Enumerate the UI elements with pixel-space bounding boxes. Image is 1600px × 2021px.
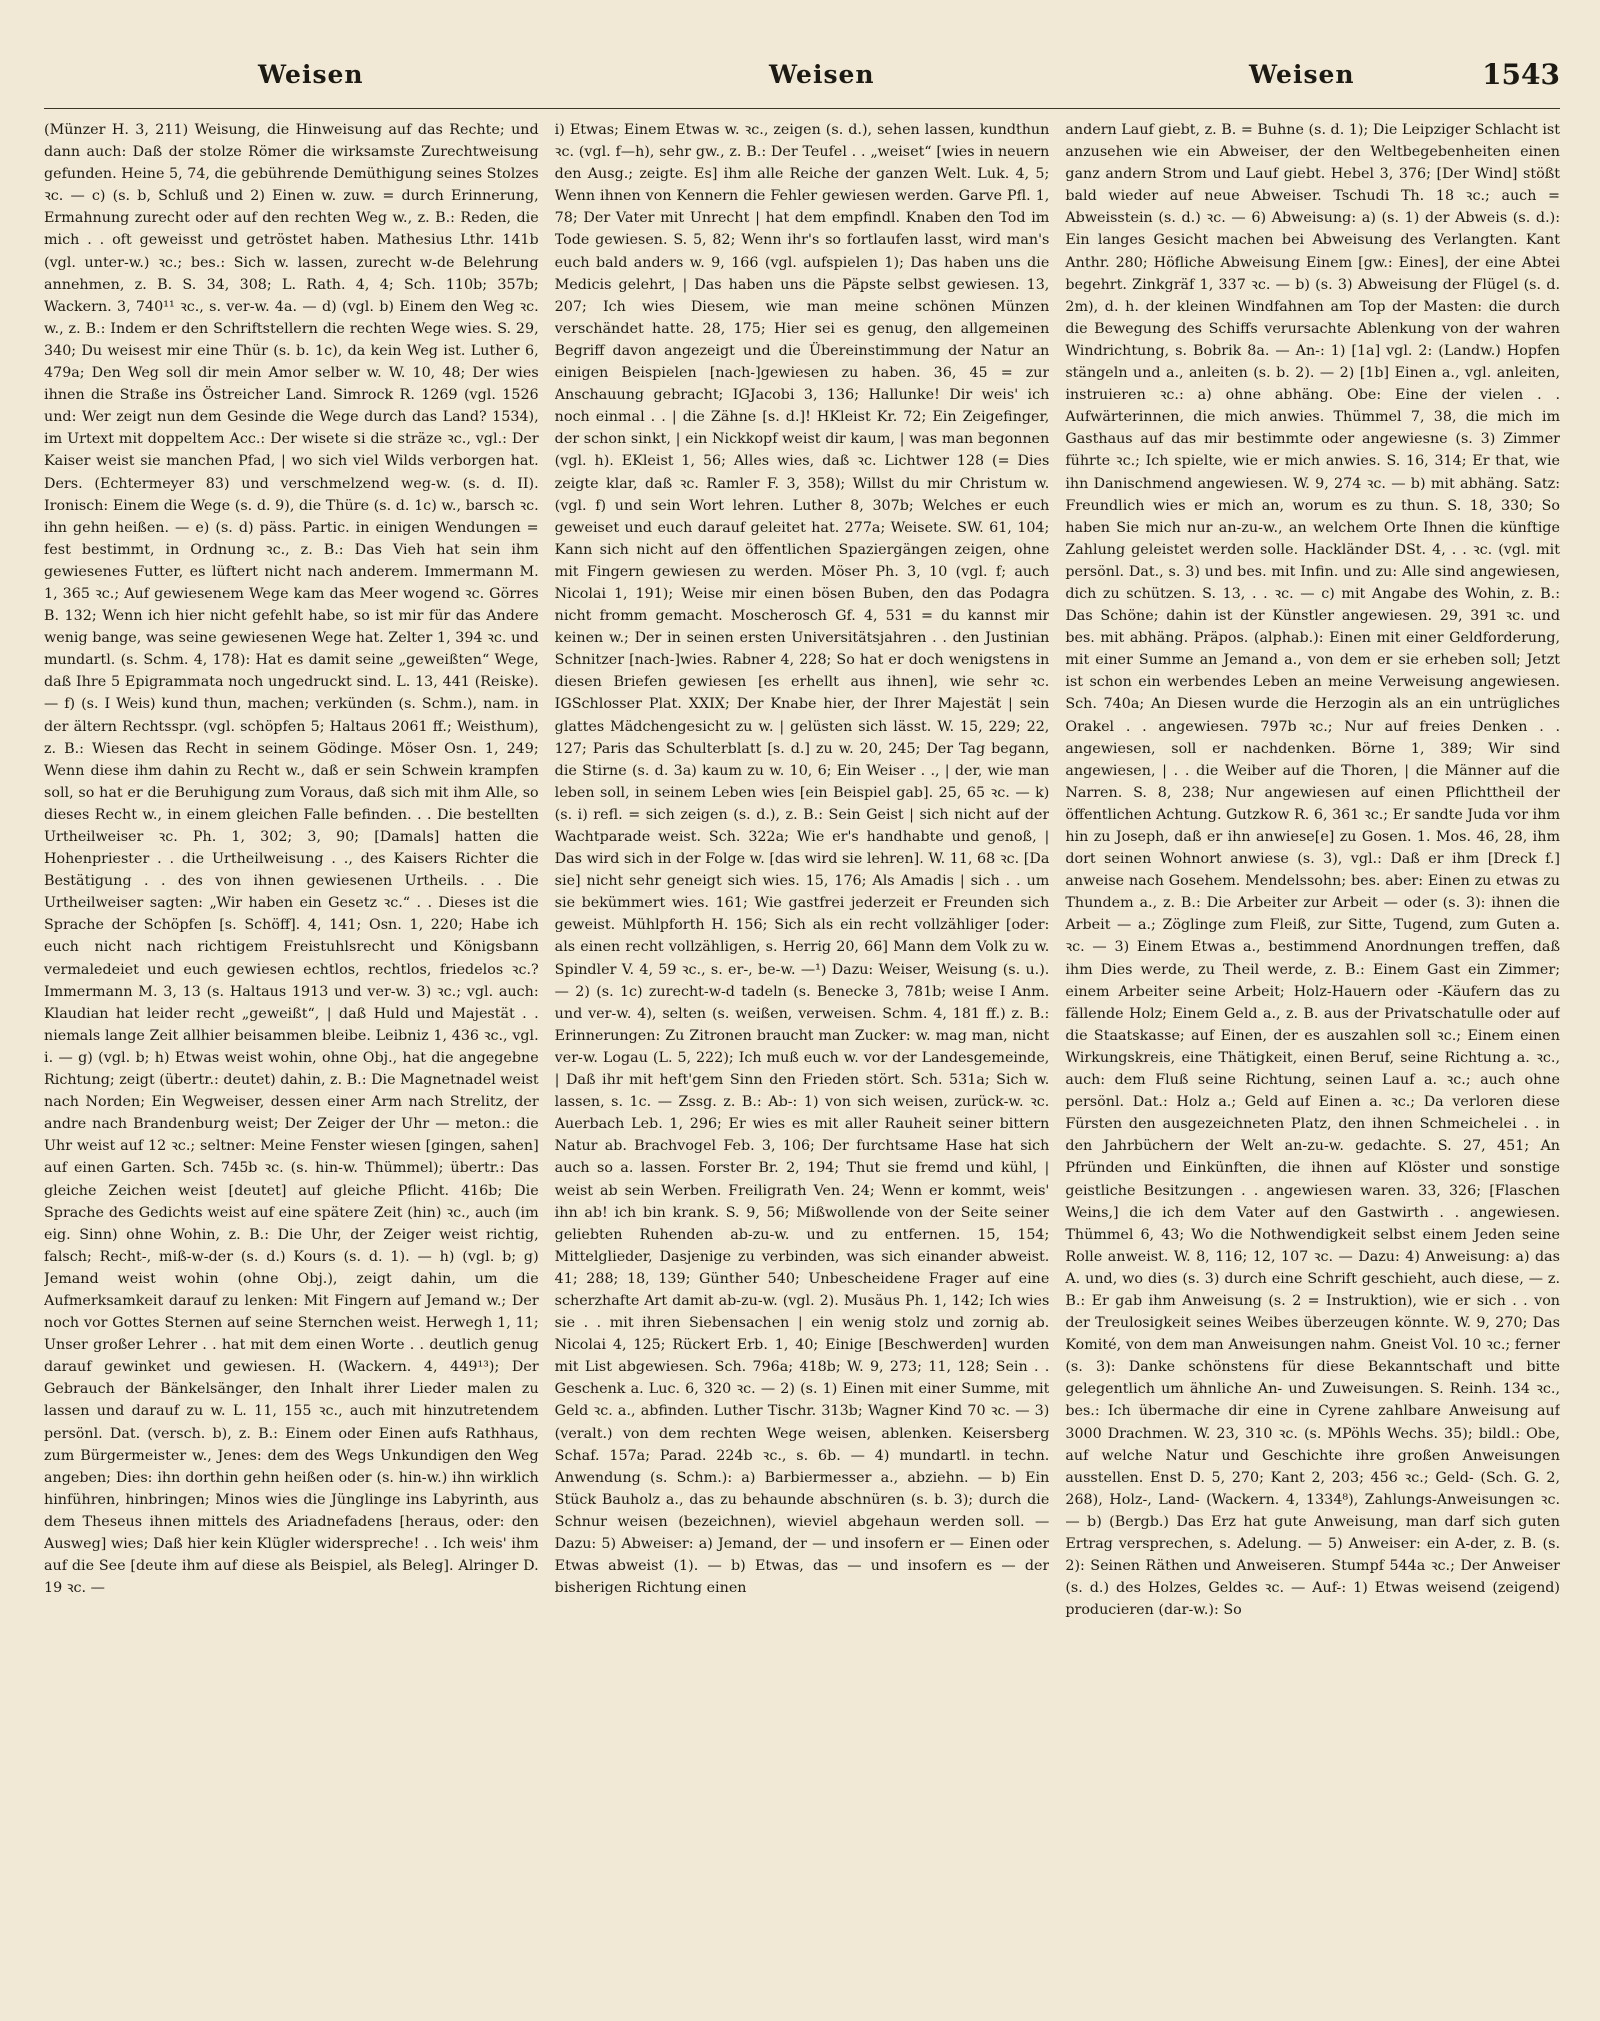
running-header	[44, 48, 1560, 109]
header-center-catchword: Weisen	[769, 60, 875, 89]
text-columns	[44, 119, 1560, 2009]
column-3	[1065, 119, 1560, 2009]
column-3-text: andern Lauf giebt, z. B. = Buhne (s. d. 1); Die Leipziger Schlacht ist anzusehen wie ein Abweiser, der den Weltbegebenheiten einen ganz andern Strom und Lauf giebt. Hebel 3, 376; [Der Wind] stößt bald wieder auf neue Abweiser. Tschudi Th. 18 ꝛc.; auch = Abweisstein (s. d.) ꝛc. — 6) Abweisung: a) (s. 1) der Abweis (s. d.): Ein langes Gesicht machen bei Abweisung des Verlangten. Kant Anthr. 280; Höfliche Abweisung Einem [gw.: Eines], der eine Abtei begehrt. Zinkgräf 1, 337 ꝛc. — b) (s. 3) Abweisung der Flügel (s. d. 2m), d. h. der kleinen Windfahnen am Top der Masten: die durch die Bewegung des Schiffs verursachte Ablenkung von der wahren Windrichtung, s. Bobrik 8a. — An-: 1) [1a] vgl. 2: (Landw.) Hopfen stängeln und a., anleiten (s. b. 2). — 2) [1b] Einen a., vgl. anleiten, instruieren ꝛc.: a) ohne abhäng. Obe: Eine der vielen . . Aufwärterinnen, die mich anwies. Thümmel 7, 38, die mich im Gasthaus auf das mir bestimmte oder angewiesne (s. 3) Zimmer führte ꝛc.; Ich spielte, wie er mich anwies. S. 16, 314; Er that, wie ihn Danischmend angewiesen. W. 9, 274 ꝛc. — b) mit abhäng. Satz: Freundlich wies er mich an, worum es zu thun. S. 18, 330; So haben Sie mich nur an-zu-w., an welchem Orte Ihnen die künftige Zahlung geleistet werden solle. Hackländer DSt. 4, . . ꝛc. (vgl. mit persönl. Dat., s. 3) und bes. mit Infin. und zu: Alle sind angewiesen, dich zu schützen. S. 13, . . ꝛc. — c) mit Angabe des Wohin, z. B.: Das Schöne; dahin ist der Künstler angewiesen. 29, 391 ꝛc. und bes. mit abhäng. Präpos. (alphab.): Einen mit einer Geldforderung, mit einer Summe an Jemand a., von dem er sie erheben soll; Jetzt ist schon ein werbendes Leben an meine Verweisung angewiesen. Sch. 740a; An Diesen wurde die Herzogin als an ein untrügliches Orakel . . angewiesen. 797b ꝛc.; Nur auf freies Denken . . angewiesen, soll er nachdenken. Börne 1, 389; Wir sind angewiesen, | . . die Weiber auf die Thoren, | die Männer auf die Narren. S. 8, 238; Nur angewiesen auf einen Pflichttheil der öffentlichen Achtung. Gutzkow R. 6, 361 ꝛc.; Er sandte Juda vor ihm hin zu Joseph, daß er ihn anwiese[e] zu Gosen. 1. Mos. 46, 28, ihm dort seinen Wohnort anwiese (s. 3), vgl.: Daß er ihm [Dreck f.] anweise nach Gosehem. Mendelssohn; bes. aber: Einen zu etwas zu Thundem a., z. B.: Die Arbeiter zur Arbeit — oder (s. 3): ihnen die Arbeit — a.; Zöglinge zum Fleiß, zur Sitte, Tugend, zum Guten a. ꝛc. — 3) Einem Etwas a., bestimmend Anordnungen treffen, daß ihm Dies werde, zu Theil werde, z. B.: Einem Gast ein Zimmer; einem Arbeiter seine Arbeit; Holz-Hauern oder -Käufern das zu fällende Holz; Einem Geld a., z. B. aus der Privatschatulle oder auf die Staatskasse; auf Einen, der es auszahlen soll ꝛc.; Einem einen Wirkungskreis, eine Thätigkeit, einen Beruf, seine Richtung a. ꝛc., auch: dem Fluß seine Richtung, seinen Lauf a. ꝛc.; auch ohne persönl. Dat.: Holz a.; Geld auf Einen a. ꝛc.; Da verloren diese Fürsten den ausgezeichneten Platz, den ihnen Schmeichelei . . in den Jahrbüchern der Welt an-zu-w. gedachte. S. 27, 451; An Pfründen und Einkünften, die ihnen auf Klöster und sonstige geistliche Besitzungen . . angewiesen waren. 33, 326; [Flaschen Weins,] die ich dem Vater auf den Gastwirth . . angewiesen. Thümmel 6, 43; Wo die Nothwendigkeit selbst einem Jeden seine Rolle anweist. W. 8, 116; 12, 107 ꝛc. — Dazu: 4) Anweisung: a) das A. und, wo dies (s. 3) durch eine Schrift geschieht, auch diese, — z. B.: Er gab ihm Anweisung (s. 2 = Instruktion), wie er sich . . von der Treulosigkeit seines Weibes überzeugen könnte. W. 9, 270; Das Komité, von dem man Anweisungen nahm. Gneist Vol. 10 ꝛc.; ferner (s. 3): Danke schönstens für diese Bekanntschaft und bitte gelegentlich um ähnliche An- und Zuweisungen. S. Reinh. 134 ꝛc., bes.: Ich übermache dir eine in Cyrene zahlbare Anweisung auf 3000 Drachmen. W. 23, 310 ꝛc. (s. MPöhls Wechs. 35); bildl.: Obe, auf welche Natur und Geschichte ihre großen Anweisungen ausstellen. Enst D. 5, 270; Kant 2, 203; 456 ꝛc.; Geld- (Sch. G. 2, 268), Holz-, Land- (Wackern. 4, 1334⁸), Zahlungs-Anweisungen ꝛc. — b) (Bergb.) Das Erz hat gute Anweisung, man darf sich guten Ertrag versprechen, s. Adelung. — 5) Anweiser: ein A-der, z. B. (s. 2): Seinen Räthen und Anweiseren. Stumpf 544a ꝛc.; Der Anweiser (s. d.) des Holzes, Geldes ꝛc. — Auf-: 1) Etwas weisend (zeigend) producieren (dar-w.): So	[1065, 122, 1560, 1619]
column-1	[44, 119, 539, 2009]
page-number: 1543	[1482, 58, 1560, 91]
header-right-catchword: Weisen	[1249, 60, 1355, 89]
column-2-text: i) Etwas; Einem Etwas w. ꝛc., zeigen (s. d.), sehen lassen, kundthun ꝛc. (vgl. f—h), sehr gw., z. B.: Der Teufel . . „weiset“ [wies in neuern den Ausg.; zeigte. Es] ihm alle Reiche der ganzen Welt. Luk. 4, 5; Wenn ihnen von Kennern die Fehler gewiesen werden. Garve Pfl. 1, 78; Der Vater mit Unrecht | hat dem empfindl. Knaben den Tod im Tode gewiesen. S. 5, 82; Wenn ihr's so fortlaufen lasst, wird man's euch bald anders w. 9, 166 (vgl. aufspielen 1); Das haben uns die Medicis gelehrt, | Das haben uns die Päpste selbst gewiesen. 13, 207; Ich wies Diesem, wie man meine schönen Münzen verschändet hatte. 28, 175; Hier sei es genug, den allgemeinen Begriff davon angezeigt und die Übereinstimmung der Natur an einigen Beispielen [nach-]gewiesen zu haben. 36, 45 = zur Anschauung gebracht; IGJacobi 3, 136; Hallunke! Dir weis' ich noch einmal . . | die Zähne [s. d.]! HKleist Kr. 72; Ein Zeigefinger, der schon sinkt, | ein Nickkopf weist dir kaum, | was man begonnen (vgl. h). EKleist 1, 56; Alles wies, daß ꝛc. Lichtwer 128 (= Dies zeigte klar, daß ꝛc. Ramler F. 3, 358); Willst du mir Christum w. (vgl. f) und sein Wort lehren. Luther 8, 307b; Welches er euch geweiset und euch darauf geleitet hat. 277a; Weisete. SW. 61, 104; Kann sich nicht auf den öffentlichen Spaziergängen zeigen, ohne mit Fingern gewiesen zu werden. Möser Ph. 3, 10 (vgl. f; auch Nicolai 1, 191); Weise mir einen bösen Buben, den das Podagra nicht fromm gemacht. Moscherosch Gf. 4, 531 = du kannst mir keinen w.; Der in seinen ersten Universitätsjahren . . den Justinian Schnitzer [nach-]wies. Rabner 4, 228; So hat er doch wenigstens in diesen Briefen gewiesen [es erhellt aus ihnen], wie sehr ꝛc. IGSchlosser Plat. XXIX; Der Knabe hier, der Ihrer Majestät | sein glattes Mädchengesicht zu w. | gelüsten sich lässt. W. 15, 229; 22, 127; Paris das Schulterblatt [s. d.] zu w. 20, 245; Der Tag begann, die Stirne (s. d. 3a) kaum zu w. 10, 6; Ein Weiser . ., | der, wie man leben soll, in seinem Leben wies [ein Beispiel gab]. 25, 65 ꝛc. — k) (s. i) refl. = sich zeigen (s. d.), z. B.: Sein Geist | sich nicht auf der Wachtparade weist. Sch. 322a; Wie er's handhabte und genoß, | Das wird sich in der Folge w. [das wird sie lehren]. W. 11, 68 ꝛc. [Da sie] nicht sehr geneigt sich wies. 15, 176; Als Amadis | sich . . um sie bekümmert wies. 161; Wie gastfrei jederzeit er Freunden sich geweist. Mühlpforth H. 156; Sich als ein recht vollzähliger [oder: als einen recht vollzähligen, s. Herrig 20, 66] Mann dem Volk zu w. Spindler V. 4, 59 ꝛc., s. er-, be-w. —¹) Dazu: Weiser, Weisung (s. u.). — 2) (s. 1c) zurecht-w-d tadeln (s. Benecke 3, 781b; weise I Anm. und ver-w. 4), selten (s. weißen, verweisen. Schm. 4, 181 ff.) z. B.: Erinnerungen: Zu Zitronen braucht man Zucker: w. mag man, nicht ver-w. Logau (L. 5, 222); Ich muß euch w. vor der Landesgemeinde, | Daß ihr mit heft'gem Sinn den Frieden stört. Sch. 531a; Sich w. lassen, s. 1c. — Zssg. z. B.: Ab-: 1) von sich weisen, zurück-w. ꝛc. Auerbach Leb. 1, 296; Er wies es mit aller Rauheit seiner bittern Natur ab. Brachvogel Feb. 3, 106; Der furchtsame Hase hat sich auch so a. lassen. Forster Br. 2, 194; Thut sie fremd und kühl, | weist ab sein Werben. Freiligrath Ven. 24; Wenn er kommt, weis' ihn ab! ich bin krank. S. 9, 56; Mißwollende von der Seite seiner geliebten Ruhenden ab-zu-w. und zu entfernen. 15, 154; Mittelglieder, Dasjenige zu verbinden, was sich einander abweist. 41; 288; 18, 139; Günther 540; Unbescheidene Frager auf eine scherzhafte Art damit ab-zu-w. (vgl. 2). Musäus Ph. 1, 142; Ich wies sie . . mit ihren Siebensachen | ein wenig stolz und zornig ab. Nicolai 4, 125; Rückert Erb. 1, 40; Einige [Beschwerden] wurden mit List abgewiesen. Sch. 796a; 418b; W. 9, 273; 11, 128; Sein . . Geschenk a. Luc. 6, 320 ꝛc. — 2) (s. 1) Einen mit einer Summe, mit Geld ꝛc. a., abfinden. Luther Tischr. 313b; Wagner Kind 70 ꝛc. — 3) (veralt.) von dem rechten Wege weisen, ablenken. Keisersberg Schaf. 157a; Parad. 224b ꝛc., s. 6b. — 4) mundartl. in techn. Anwendung (s. Schm.): a) Barbiermesser a., abziehn. — b) Ein Stück Bauholz a., das zu behaunde abschnüren (s. b. 3); durch die Schnur weisen (bezeichnen), wieviel abgehaun werden soll. — Dazu: 5) Abweiser: a) Jemand, der — und insofern er — Einen oder Etwas abweist (1). — b) Etwas, das — und insofern es — der bisherigen Richtung einen	[554, 122, 1050, 1597]
column-1-text: (Münzer H. 3, 211) Weisung, die Hinweisung auf das Rechte; und dann auch: Daß der stolze Römer die wirksamste Zurechtweisung gefunden. Heine 5, 74, die gebührende Demüthigung seines Stolzes ꝛc. — c) (s. b, Schluß und 2) Einen w. zuw. = durch Erinnerung, Ermahnung zurecht oder auf den rechten Weg w., z. B.: Reden, die mich . . oft geweisst und getröstet haben. Mathesius Lthr. 141b (vgl. unter-w.) ꝛc.; bes.: Sich w. lassen, zurecht w-de Belehrung annehmen, z. B. S. 34, 308; L. Rath. 4, 4; Sch. 110b; 357b; Wackern. 3, 740¹¹ ꝛc., s. ver-w. 4a. — d) (vgl. b) Einem den Weg ꝛc. w., z. B.: Indem er den Schriftstellern die rechten Wege wies. S. 29, 340; Du weisest mir eine Thür (s. b. 1c), da kein Weg ist. Luther 6, 479a; Den Weg soll dir mein Amor selber w. W. 10, 48; Der wies ihnen die Straße ins Östreicher Land. Simrock R. 1269 (vgl. 1526 und: Wer zeigt nun dem Gesinde die Wege durch das Land? 1534), im Urtext mit doppeltem Acc.: Der wisete si die sträze ꝛc., vgl.: Der Kaiser weist sie manchen Pfad, | wo sich viel Wilds verborgen hat. Ders. (Echtermeyer 83) und verschmelzend weg-w. (s. d. II). Ironisch: Einem die Wege (s. d. 9), die Thüre (s. d. 1c) w., barsch ꝛc. ihn gehn heißen. — e) (s. d) päss. Partic. in einigen Wendungen = fest bestimmt, in Ordnung ꝛc., z. B.: Das Vieh hat sein ihm gewiesenes Futter, es lüftert nicht nach anderem. Immermann M. 1, 365 ꝛc.; Auf gewiesenem Wege kam das Meer wogend ꝛc. Görres B. 132; Wenn ich hier nicht gefehlt habe, so ist mir für das Andere wenig bange, was seine gewiesenen Wege hat. Zelter 1, 394 ꝛc. und mundartl. (s. Schm. 4, 178): Hat es damit seine „geweißten“ Wege, daß Ihre 5 Epigrammata noch ungedruckt sind. L. 13, 441 (Reiske). — f) (s. I Weis) kund thun, machen; verkünden (s. Schm.), nam. in der ältern Rechtsspr. (vgl. schöpfen 5; Haltaus 2061 ff.; Weisthum), z. B.: Wiesen das Recht in seinem Gödinge. Möser Osn. 1, 249; Wenn diese ihm dahin zu Recht w., daß er sein Schwein krampfen soll, so hat er die Beruhigung zum Voraus, daß sich mit ihm Alle, so dieses Recht w., in einem gleichen Falle befinden. . . Die bestellten Urtheilweiser ꝛc. Ph. 1, 302; 3, 90; [Damals] hatten die Hohenpriester . . die Urtheilweisung . ., des Kaisers Richter die Bestätigung . . des von ihnen gewiesenen Urtheils. . . Die Urtheilweiser sagten: „Wir haben ein Gesetz ꝛc.“ . . Dieses ist die Sprache der Schöpfen [s. Schöff]. 4, 141; Osn. 1, 220; Habe ich euch nicht nach richtigem Freistuhlsrecht und Königsbann vermaledeiet und euch gewiesen echtlos, rechtlos, friedelos ꝛc.? Immermann M. 3, 13 (s. Haltaus 1913 und ver-w. 3) ꝛc.; vgl. auch: Klaudian hat leider recht „geweißt“, | daß Huld und Majestät . . niemals lange Zeit allhier beisammen bleibe. Leibniz 1, 436 ꝛc., vgl. i. — g) (vgl. b; h) Etwas weist wohin, ohne Obj., hat die angegebne Richtung; zeigt (übertr.: deutet) dahin, z. B.: Die Magnetnadel weist nach Norden; Ein Wegweiser, dessen einer Arm nach Strelitz, der andre nach Brandenburg weist; Der Zeiger der Uhr — meton.: die Uhr weist auf 12 ꝛc.; seltner: Meine Fenster wiesen [gingen, sahen] auf einen Garten. Sch. 745b ꝛc. (s. hin-w. Thümmel); übertr.: Das gleiche Zeichen weist [deutet] auf gleiche Pflicht. 416b; Die Sprache des Gedichts weist auf eine spätere Zeit (hin) ꝛc., auch (im eig. Sinn) ohne Wohin, z. B.: Die Uhr, der Zeiger weist richtig, falsch; Recht-, miß-w-der (s. d.) Kours (s. d. 1). — h) (vgl. b; g) Jemand weist wohin (ohne Obj.), zeigt dahin, um die Aufmerksamkeit darauf zu lenken: Mit Fingern auf Jemand w.; Der noch vor Gottes Sternen auf seine Sternchen weist. Herwegh 1, 11; Unser großer Lehrer . . hat mit dem einen Worte . . deutlich genug darauf gewinket und gewiesen. H. (Wackern. 4, 449¹³); Der Gebrauch der Bänkelsänger, den Inhalt ihrer Lieder malen zu lassen und darauf zu w. L. 11, 155 ꝛc., auch mit hinzutretendem persönl. Dat. (versch. b), z. B.: Einem oder Einen aufs Rathhaus, zum Bürgermeister w., Jenes: dem des Wegs Unkundigen den Weg angeben; Dies: ihn dorthin gehn heißen oder (s. hin-w.) ihn wirklich hinführen, hinbringen; Minos wies die Jünglinge ins Labyrinth, aus dem Theseus ihnen mittels des Ariadnefadens [heraus, oder: den Ausweg] wies; Daß hier kein Klügler widerspreche! . . Ich weis' ihm auf die See [deute ihm auf diese als Beispiel, als Beleg]. Alringer D. 19 ꝛc. —	[44, 122, 539, 1597]
column-2	[555, 119, 1050, 2009]
header-left-catchword: Weisen	[258, 60, 364, 89]
